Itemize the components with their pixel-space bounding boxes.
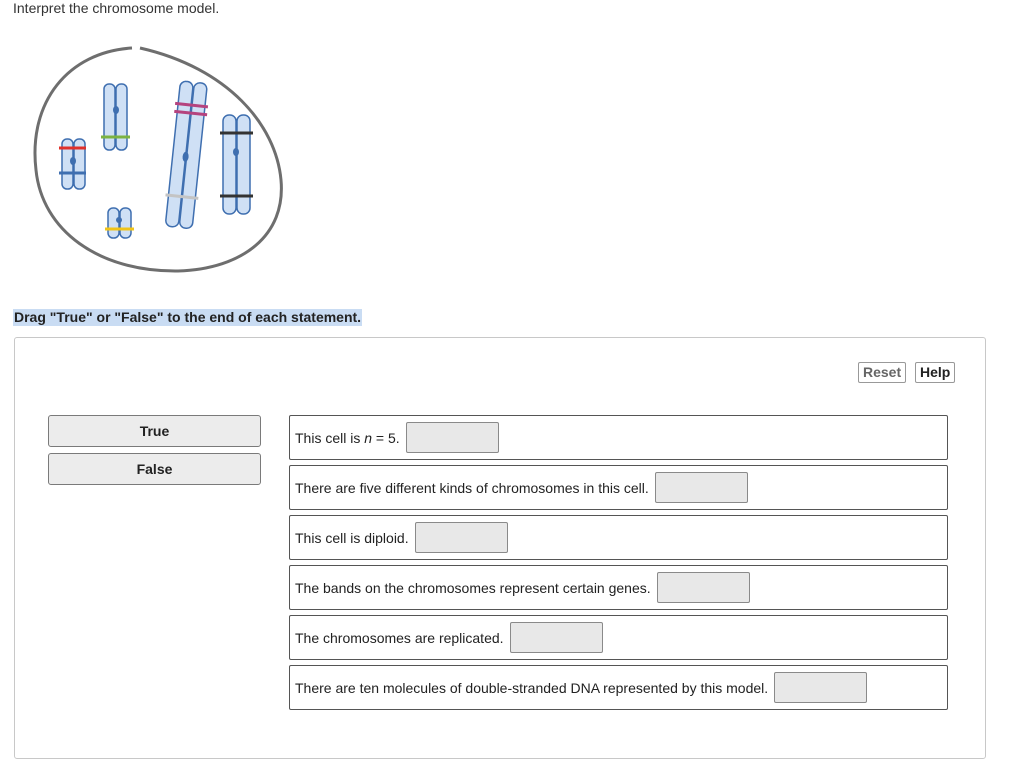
chromosome-medium-top [101, 84, 130, 150]
chromosome-tall-right [220, 115, 253, 214]
chromosome-small-left [59, 139, 86, 189]
drop-target[interactable] [510, 622, 603, 653]
statement-text: There are five different kinds of chromosomes in this cell. [295, 479, 649, 496]
statement-text: This cell is diploid. [295, 529, 409, 546]
statement-text: The bands on the chromosomes represent certain genes. [295, 579, 651, 596]
drop-target[interactable] [406, 422, 499, 453]
chromosome-long-tilted [162, 81, 210, 230]
help-button[interactable]: Help [915, 362, 955, 383]
chromosome-cell-diagram [28, 40, 290, 280]
true-token[interactable]: True [48, 415, 261, 447]
drag-drop-panel [14, 337, 986, 759]
variable-n: n [364, 429, 373, 446]
statement-row [289, 415, 948, 460]
false-token[interactable]: False [48, 453, 261, 485]
chromosome-small-bottom [105, 208, 134, 238]
drop-target[interactable] [774, 672, 867, 703]
drop-target[interactable] [657, 572, 750, 603]
reset-button[interactable]: Reset [858, 362, 906, 383]
question-text: Interpret the chromosome model. [13, 0, 220, 16]
statement-row [289, 665, 948, 710]
drop-target[interactable] [415, 522, 508, 553]
statement-row [289, 565, 948, 610]
statement-row [289, 615, 948, 660]
instruction-text: Drag "True" or "False" to the end of each statement. [14, 309, 362, 325]
drop-target[interactable] [655, 472, 748, 503]
statement-row [289, 515, 948, 560]
statement-text: The chromosomes are replicated. [295, 629, 504, 646]
statement-text: This cell is n = 5. [295, 429, 400, 446]
statement-text: There are ten molecules of double-stranded DNA represented by this model. [295, 679, 769, 696]
statement-row [289, 465, 948, 510]
